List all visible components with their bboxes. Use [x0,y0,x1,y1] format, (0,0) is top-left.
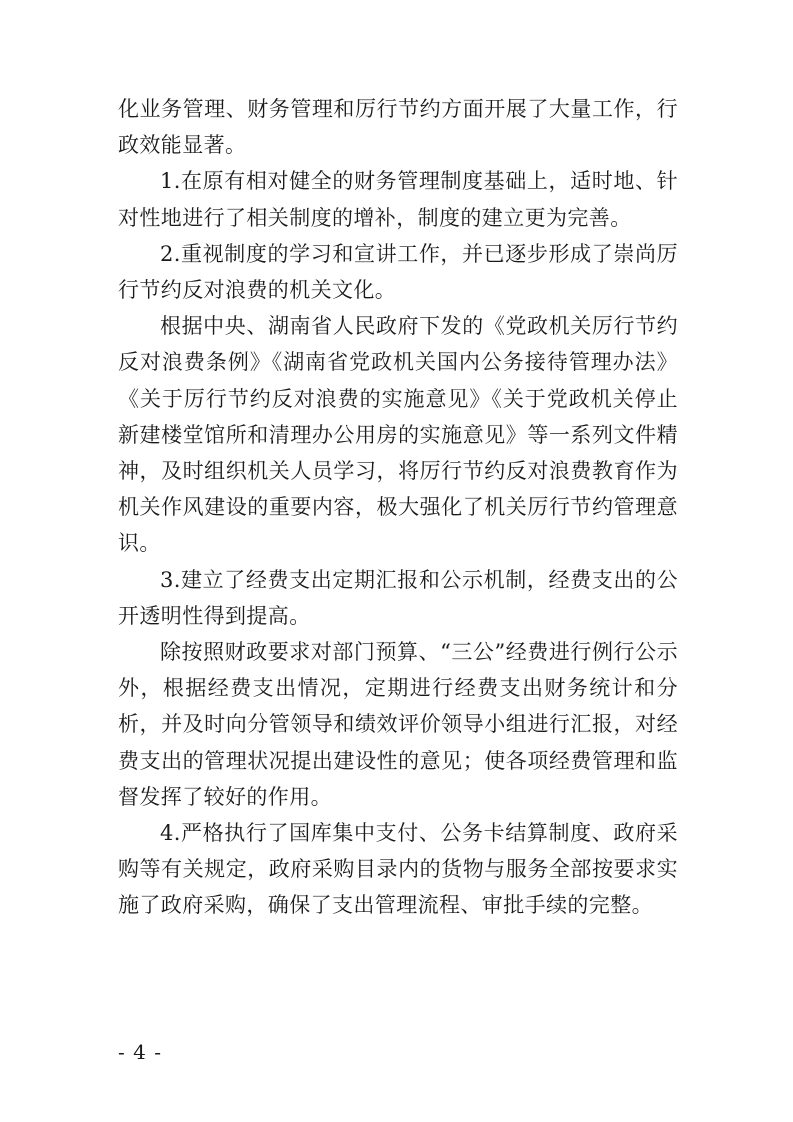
paragraph-item-3: 3.建立了经费支出定期汇报和公示机制，经费支出的公开透明性得到提高。 [118,567,678,628]
document-body [118,91,678,924]
paragraph-documents-list: 根据中央、湖南省人民政府下发的《党政机关厉行节约反对浪费条例》《湖南省党政机关国内公务接待管理办法》《关于厉行节约反对浪费的实施意见》《关于党政机关停止新建楼堂馆所和清理办公用房的实施意见》等一系列文件精神，及时组织机关人员学习，将厉行节约反对浪费教育作为机关作风建设的重要内容，极大强化了机关厉行节约管理意识。 [118,314,678,556]
paragraph-item-1: 1.在原有相对健全的财务管理制度基础上，适时地、针对性地进行了相关制度的增补，制度的建立更为完善。 [118,169,678,230]
paragraph-disclosure: 除按照财政要求对部门预算、“三公”经费进行例行公示外，根据经费支出情况，定期进行经费支出财务统计和分析，并及时向分管领导和绩效评价领导小组进行汇报，对经费支出的管理状况提出建设性的意见；使各项经费管理和监督发挥了较好的作用。 [118,640,678,809]
page-number: - 4 - [118,1040,162,1064]
paragraph-continuation: 化业务管理、财务管理和厉行节约方面开展了大量工作，行政效能显著。 [118,97,678,158]
paragraph-item-4: 4.严格执行了国库集中支付、公务卡结算制度、政府采购等有关规定，政府采购目录内的货物与服务全部按要求实施了政府采购，确保了支出管理流程、审批手续的完整。 [118,821,678,918]
paragraph-item-2: 2.重视制度的学习和宣讲工作，并已逐步形成了崇尚厉行节约反对浪费的机关文化。 [118,241,678,303]
